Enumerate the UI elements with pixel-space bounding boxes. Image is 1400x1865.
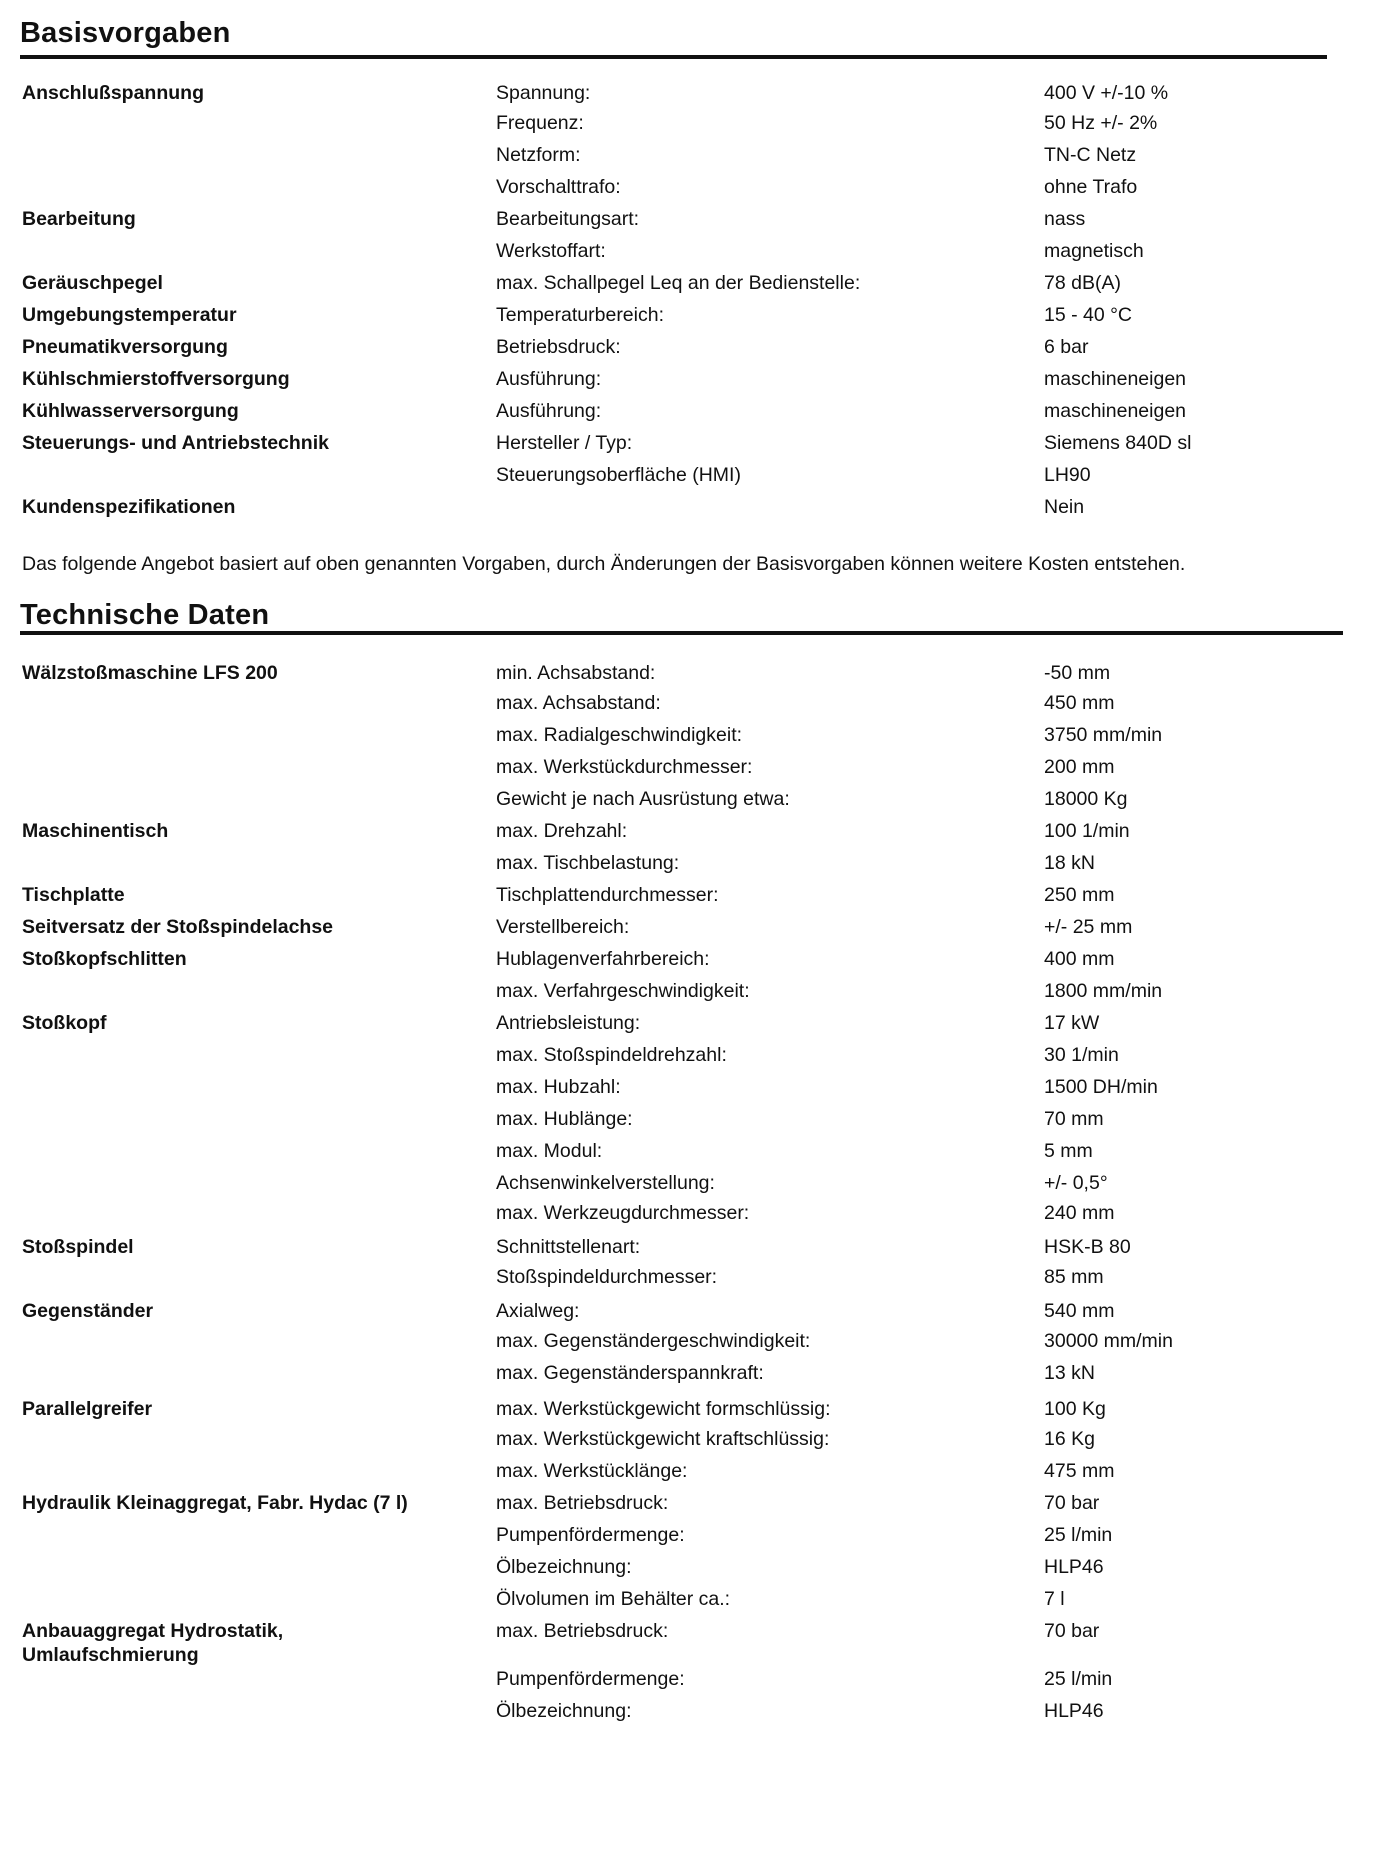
row-value: 17 kW [1044,1012,1100,1034]
row-parameter: max. Gegenständerspannkraft: [496,1362,764,1384]
row-label: Anbauaggregat Hydrostatik, Umlaufschmierung [22,1620,284,1666]
table-row [0,688,1400,718]
table-row [0,1040,1400,1070]
row-value: +/- 0,5° [1044,1172,1108,1194]
row-value: maschineneigen [1044,368,1187,390]
table-row [0,1358,1400,1388]
row-value: 25 l/min [1044,1524,1113,1546]
row-value: 78 dB(A) [1044,272,1121,294]
row-value: 16 Kg [1044,1428,1095,1450]
row-parameter: Pumpenfördermenge: [496,1524,685,1546]
row-value: 100 1/min [1044,820,1130,842]
table-row [0,1232,1400,1262]
row-parameter: max. Schallpegel Leq an der Bedienstelle: [496,272,861,294]
table-row [0,1262,1400,1292]
row-parameter: min. Achsabstand: [496,662,656,684]
row-parameter: max. Tischbelastung: [496,852,680,874]
table-row [0,1488,1400,1518]
table-row [0,976,1400,1006]
row-parameter: Temperaturbereich: [496,304,664,326]
row-value: 3750 mm/min [1044,724,1163,746]
row-parameter: Axialweg: [496,1300,580,1322]
row-parameter: Ölbezeichnung: [496,1700,632,1722]
table-row [0,1520,1400,1550]
row-value: 30000 mm/min [1044,1330,1173,1352]
row-parameter: max. Drehzahl: [496,820,628,842]
row-parameter: Frequenz: [496,112,584,134]
row-parameter: Achsenwinkelverstellung: [496,1172,715,1194]
table-row [0,880,1400,910]
row-parameter: Bearbeitungsart: [496,208,640,230]
row-value: 1500 DH/min [1044,1076,1158,1098]
row-parameter: Gewicht je nach Ausrüstung etwa: [496,788,790,810]
row-value: 7 l [1044,1588,1065,1610]
row-parameter: Hublagenverfahrbereich: [496,948,710,970]
table-row [0,428,1400,458]
table-row [0,1696,1400,1726]
table-row [0,912,1400,942]
section-rule-basisvorgaben [20,55,1327,59]
table-row [0,236,1400,266]
row-label: Hydraulik Kleinaggregat, Fabr. Hydac (7 l) [22,1492,408,1514]
row-parameter: Steuerungsoberfläche (HMI) [496,464,741,486]
table-row [0,1664,1400,1694]
table-row [0,658,1400,688]
table-row [0,364,1400,394]
table-row [0,816,1400,846]
row-parameter: Betriebsdruck: [496,336,621,358]
row-value: -50 mm [1044,662,1111,684]
row-value: 70 bar [1044,1620,1100,1642]
row-value: TN-C Netz [1044,144,1137,166]
table-row [0,1326,1400,1356]
row-parameter: Pumpenfördermenge: [496,1668,685,1690]
row-value: 400 mm [1044,948,1115,970]
table-row [0,1008,1400,1038]
table-row [0,300,1400,330]
row-value: ohne Trafo [1044,176,1138,198]
row-parameter: Stoßspindeldurchmesser: [496,1266,718,1288]
row-parameter: max. Modul: [496,1140,603,1162]
row-value: HSK-B 80 [1044,1236,1131,1258]
row-value: 200 mm [1044,756,1115,778]
row-label: Kühlschmierstoffversorgung [22,368,290,390]
row-label: Steuerungs- und Antriebstechnik [22,432,329,454]
row-parameter: Ölvolumen im Behälter ca.: [496,1588,731,1610]
row-parameter: Ausführung: [496,368,602,390]
row-parameter: Spannung: [496,82,591,104]
table-row [0,172,1400,202]
table-row [0,140,1400,170]
row-parameter: Ausführung: [496,400,602,422]
row-label: Umgebungstemperatur [22,304,237,326]
row-value: 475 mm [1044,1460,1115,1482]
table-row [0,268,1400,298]
row-value: 450 mm [1044,692,1115,714]
row-label: Gegenständer [22,1300,154,1322]
table-row [0,332,1400,362]
row-parameter: max. Werkstückdurchmesser: [496,756,753,778]
table-row [0,396,1400,426]
row-value: magnetisch [1044,240,1144,262]
row-label: Parallelgreifer [22,1398,153,1420]
row-value: 30 1/min [1044,1044,1119,1066]
table-row [0,1424,1400,1454]
row-parameter: max. Achsabstand: [496,692,661,714]
row-label: Pneumatikversorgung [22,336,228,358]
row-label: Geräuschpegel [22,272,163,294]
table-row [0,492,1400,522]
row-label: Stoßspindel [22,1236,134,1258]
table-row [0,944,1400,974]
row-parameter: Schnittstellenart: [496,1236,641,1258]
table-row [0,1552,1400,1582]
table-row [0,1616,1400,1666]
row-value: 100 Kg [1044,1398,1106,1420]
row-parameter: max. Werkstückgewicht kraftschlüssig: [496,1428,830,1450]
offer-note: Das folgende Angebot basiert auf oben genannten Vorgaben, durch Änderungen der Basisvorgaben können weitere Kosten entstehen. [22,553,1186,575]
row-value: 85 mm [1044,1266,1104,1288]
table-row [0,1104,1400,1134]
row-value: Siemens 840D sl [1044,432,1192,454]
row-parameter: Hersteller / Typ: [496,432,633,454]
row-parameter: Werkstoffart: [496,240,606,262]
row-label: Stoßkopfschlitten [22,948,187,970]
row-parameter: max. Radialgeschwindigkeit: [496,724,743,746]
row-value: 400 V +/-10 % [1044,82,1169,104]
table-row [0,1072,1400,1102]
row-parameter: max. Hublänge: [496,1108,633,1130]
row-value: 5 mm [1044,1140,1093,1162]
row-value: LH90 [1044,464,1091,486]
row-parameter: max. Werkstücklänge: [496,1460,688,1482]
row-parameter: Antriebsleistung: [496,1012,641,1034]
row-label: Bearbeitung [22,208,136,230]
row-label: Anschlußspannung [22,82,204,104]
row-value: +/- 25 mm [1044,916,1133,938]
table-row [0,848,1400,878]
table-row [0,1394,1400,1424]
row-value: 15 - 40 °C [1044,304,1133,326]
table-row [0,784,1400,814]
row-label: Tischplatte [22,884,125,906]
row-parameter: Vorschalttrafo: [496,176,621,198]
section-title-technische-daten: Technische Daten [20,599,270,631]
table-row [0,108,1400,138]
row-value: 540 mm [1044,1300,1115,1322]
row-label: Kühlwasserversorgung [22,400,239,422]
row-value: 13 kN [1044,1362,1095,1384]
row-label: Stoßkopf [22,1012,107,1034]
table-row [0,1584,1400,1614]
table-row [0,720,1400,750]
row-label: Seitversatz der Stoßspindelachse [22,916,334,938]
row-value: 1800 mm/min [1044,980,1163,1002]
row-label: Wälzstoßmaschine LFS 200 [22,662,278,684]
row-label: Kundenspezifikationen [22,496,236,518]
row-parameter: max. Werkzeugdurchmesser: [496,1202,750,1224]
table-row [0,204,1400,234]
row-value: maschineneigen [1044,400,1187,422]
row-parameter: Ölbezeichnung: [496,1556,632,1578]
section-title-basisvorgaben: Basisvorgaben [20,17,231,49]
row-value: 25 l/min [1044,1668,1113,1690]
row-value: 70 bar [1044,1492,1100,1514]
row-value: 18000 Kg [1044,788,1128,810]
row-label: Maschinentisch [22,820,169,842]
row-parameter: max. Verfahrgeschwindigkeit: [496,980,750,1002]
row-parameter: max. Hubzahl: [496,1076,621,1098]
table-row [0,1198,1400,1228]
row-value: 240 mm [1044,1202,1115,1224]
row-value: 50 Hz +/- 2% [1044,112,1158,134]
table-row [0,1168,1400,1198]
row-value: HLP46 [1044,1700,1104,1722]
row-value: nass [1044,208,1086,230]
section-rule-technische-daten [20,631,1343,635]
table-row [0,1136,1400,1166]
row-value: 6 bar [1044,336,1089,358]
table-row [0,1456,1400,1486]
row-value: 250 mm [1044,884,1115,906]
row-parameter: Verstellbereich: [496,916,630,938]
table-row [0,1296,1400,1326]
row-value: Nein [1044,496,1085,518]
row-parameter: max. Betriebsdruck: [496,1492,669,1514]
table-row [0,460,1400,490]
row-parameter: max. Werkstückgewicht formschlüssig: [496,1398,831,1420]
row-parameter: max. Betriebsdruck: [496,1620,669,1642]
table-row [0,78,1400,108]
row-parameter: Tischplattendurchmesser: [496,884,719,906]
row-parameter: max. Gegenständergeschwindigkeit: [496,1330,811,1352]
row-value: 70 mm [1044,1108,1104,1130]
row-parameter: max. Stoßspindeldrehzahl: [496,1044,727,1066]
row-value: HLP46 [1044,1556,1104,1578]
row-parameter: Netzform: [496,144,581,166]
row-value: 18 kN [1044,852,1095,874]
table-row [0,752,1400,782]
